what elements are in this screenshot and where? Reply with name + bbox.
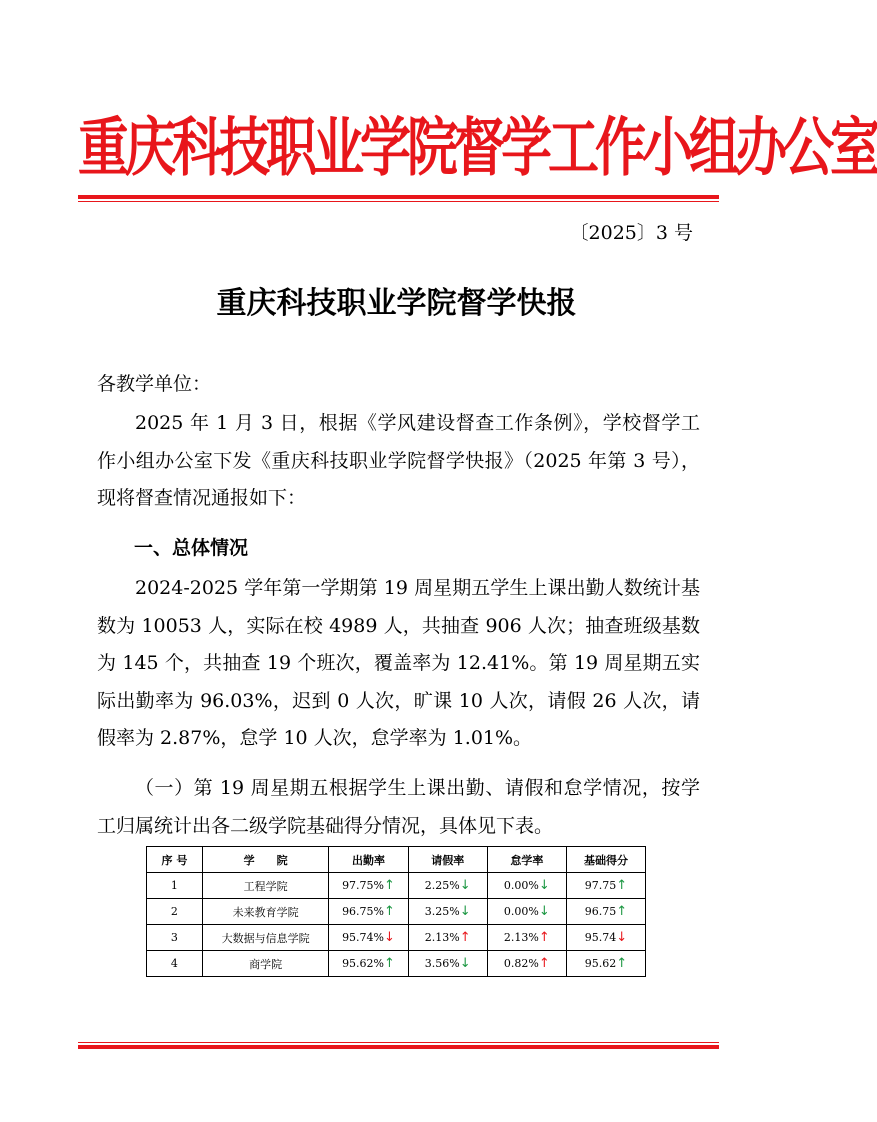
row-attendance [329, 925, 408, 951]
arrow-down-icon: ↓ [616, 930, 628, 945]
arrow-down-icon: ↓ [538, 878, 550, 893]
row-score [566, 925, 645, 951]
college-score-table [146, 846, 646, 977]
arrow-up-icon: ↑ [384, 878, 395, 893]
header-divider-thin [78, 201, 719, 202]
row-college: 商学院 [202, 951, 329, 977]
attendance-value: 96.75% [342, 905, 385, 918]
document-number: 〔2025〕3 号 [569, 222, 693, 244]
row-attendance [329, 873, 408, 899]
row-college: 工程学院 [202, 873, 329, 899]
score-value: 96.75 [584, 905, 617, 918]
row-index: 1 [147, 873, 203, 899]
footer-divider-thick [78, 1045, 719, 1049]
arrow-up-icon: ↑ [538, 930, 550, 945]
score-value: 95.74 [584, 931, 617, 944]
arrow-up-icon: ↑ [616, 956, 628, 971]
score-value: 97.75 [584, 879, 617, 892]
table-header-row [147, 847, 646, 873]
arrow-up-icon: ↑ [538, 956, 550, 971]
row-absence [487, 899, 566, 925]
row-absence [487, 951, 566, 977]
table-row [147, 873, 646, 899]
header-leave: 请假率 [408, 847, 487, 873]
row-index: 3 [147, 925, 203, 951]
document-title: 重庆科技职业学院督学快报 [216, 286, 577, 321]
row-score [566, 951, 645, 977]
row-attendance [329, 899, 408, 925]
footer-divider-thin [78, 1042, 719, 1043]
arrow-up-icon: ↑ [459, 930, 471, 945]
row-leave [408, 925, 487, 951]
leave-value: 2.13% [424, 931, 460, 944]
arrow-up-icon: ↑ [616, 878, 628, 893]
header-college: 学 院 [202, 847, 329, 873]
row-college: 未来教育学院 [202, 899, 329, 925]
row-score [566, 873, 645, 899]
attendance-value: 95.74% [342, 931, 385, 944]
header-index: 序 号 [147, 847, 203, 873]
table-row [147, 951, 646, 977]
absence-value: 2.13% [503, 931, 539, 944]
arrow-up-icon: ↑ [384, 956, 395, 971]
masthead-title: 重庆科技职业学院督学工作小组办公室 [78, 110, 877, 186]
row-leave [408, 899, 487, 925]
arrow-up-icon: ↑ [384, 904, 395, 919]
row-leave [408, 873, 487, 899]
header-score: 基础得分 [566, 847, 645, 873]
row-attendance [329, 951, 408, 977]
arrow-down-icon: ↓ [459, 904, 471, 919]
arrow-down-icon: ↓ [538, 904, 550, 919]
header-divider-thick [78, 195, 719, 199]
row-score [566, 899, 645, 925]
absence-value: 0.00% [503, 905, 539, 918]
absence-value: 0.00% [503, 879, 539, 892]
header-attendance: 出勤率 [329, 847, 408, 873]
row-index: 2 [147, 899, 203, 925]
row-absence [487, 925, 566, 951]
arrow-up-icon: ↑ [616, 904, 628, 919]
table-intro-paragraph: （一）第 19 周星期五根据学生上课出勤、请假和怠学情况，按学工归属统计出各二级学院基础得分情况，具体见下表。 [97, 777, 700, 837]
row-index: 4 [147, 951, 203, 977]
intro-paragraph: 2025 年 1 月 3 日，根据《学风建设督查工作条例》，学校督学工作小组办公室下发《重庆科技职业学院督学快报》（2025 年第 3 号），现将督查情况通报如下： [97, 412, 700, 509]
arrow-down-icon: ↓ [459, 878, 471, 893]
absence-value: 0.82% [503, 957, 539, 970]
row-college: 大数据与信息学院 [202, 925, 329, 951]
summary-paragraph: 2024-2025 学年第一学期第 19 周星期五学生上课出勤人数统计基数为 10053 人，实际在校 4989 人，共抽查 906 人次；抽查班级基数为 145 个，共抽查 19 个班次，覆盖率为 12.41%。第 19 周星期五实际出勤率为 96.03%，迟到 0 人次，旷课 10 人次，请假 26 人次，请假率为 2.87%，怠学 10 人次，怠学率为 1.01%。 [97, 577, 700, 749]
row-absence [487, 873, 566, 899]
score-value: 95.62 [584, 957, 617, 970]
table-row [147, 899, 646, 925]
leave-value: 3.25% [424, 905, 460, 918]
row-leave [408, 951, 487, 977]
table-row [147, 925, 646, 951]
leave-value: 3.56% [424, 957, 460, 970]
attendance-value: 97.75% [342, 879, 385, 892]
leave-value: 2.25% [424, 879, 460, 892]
attendance-value: 95.62% [342, 957, 385, 970]
salutation: 各教学单位： [97, 373, 212, 395]
arrow-down-icon: ↓ [459, 956, 471, 971]
section-heading: 一、总体情况 [134, 537, 249, 559]
arrow-down-icon: ↓ [384, 930, 395, 945]
header-absence: 怠学率 [487, 847, 566, 873]
